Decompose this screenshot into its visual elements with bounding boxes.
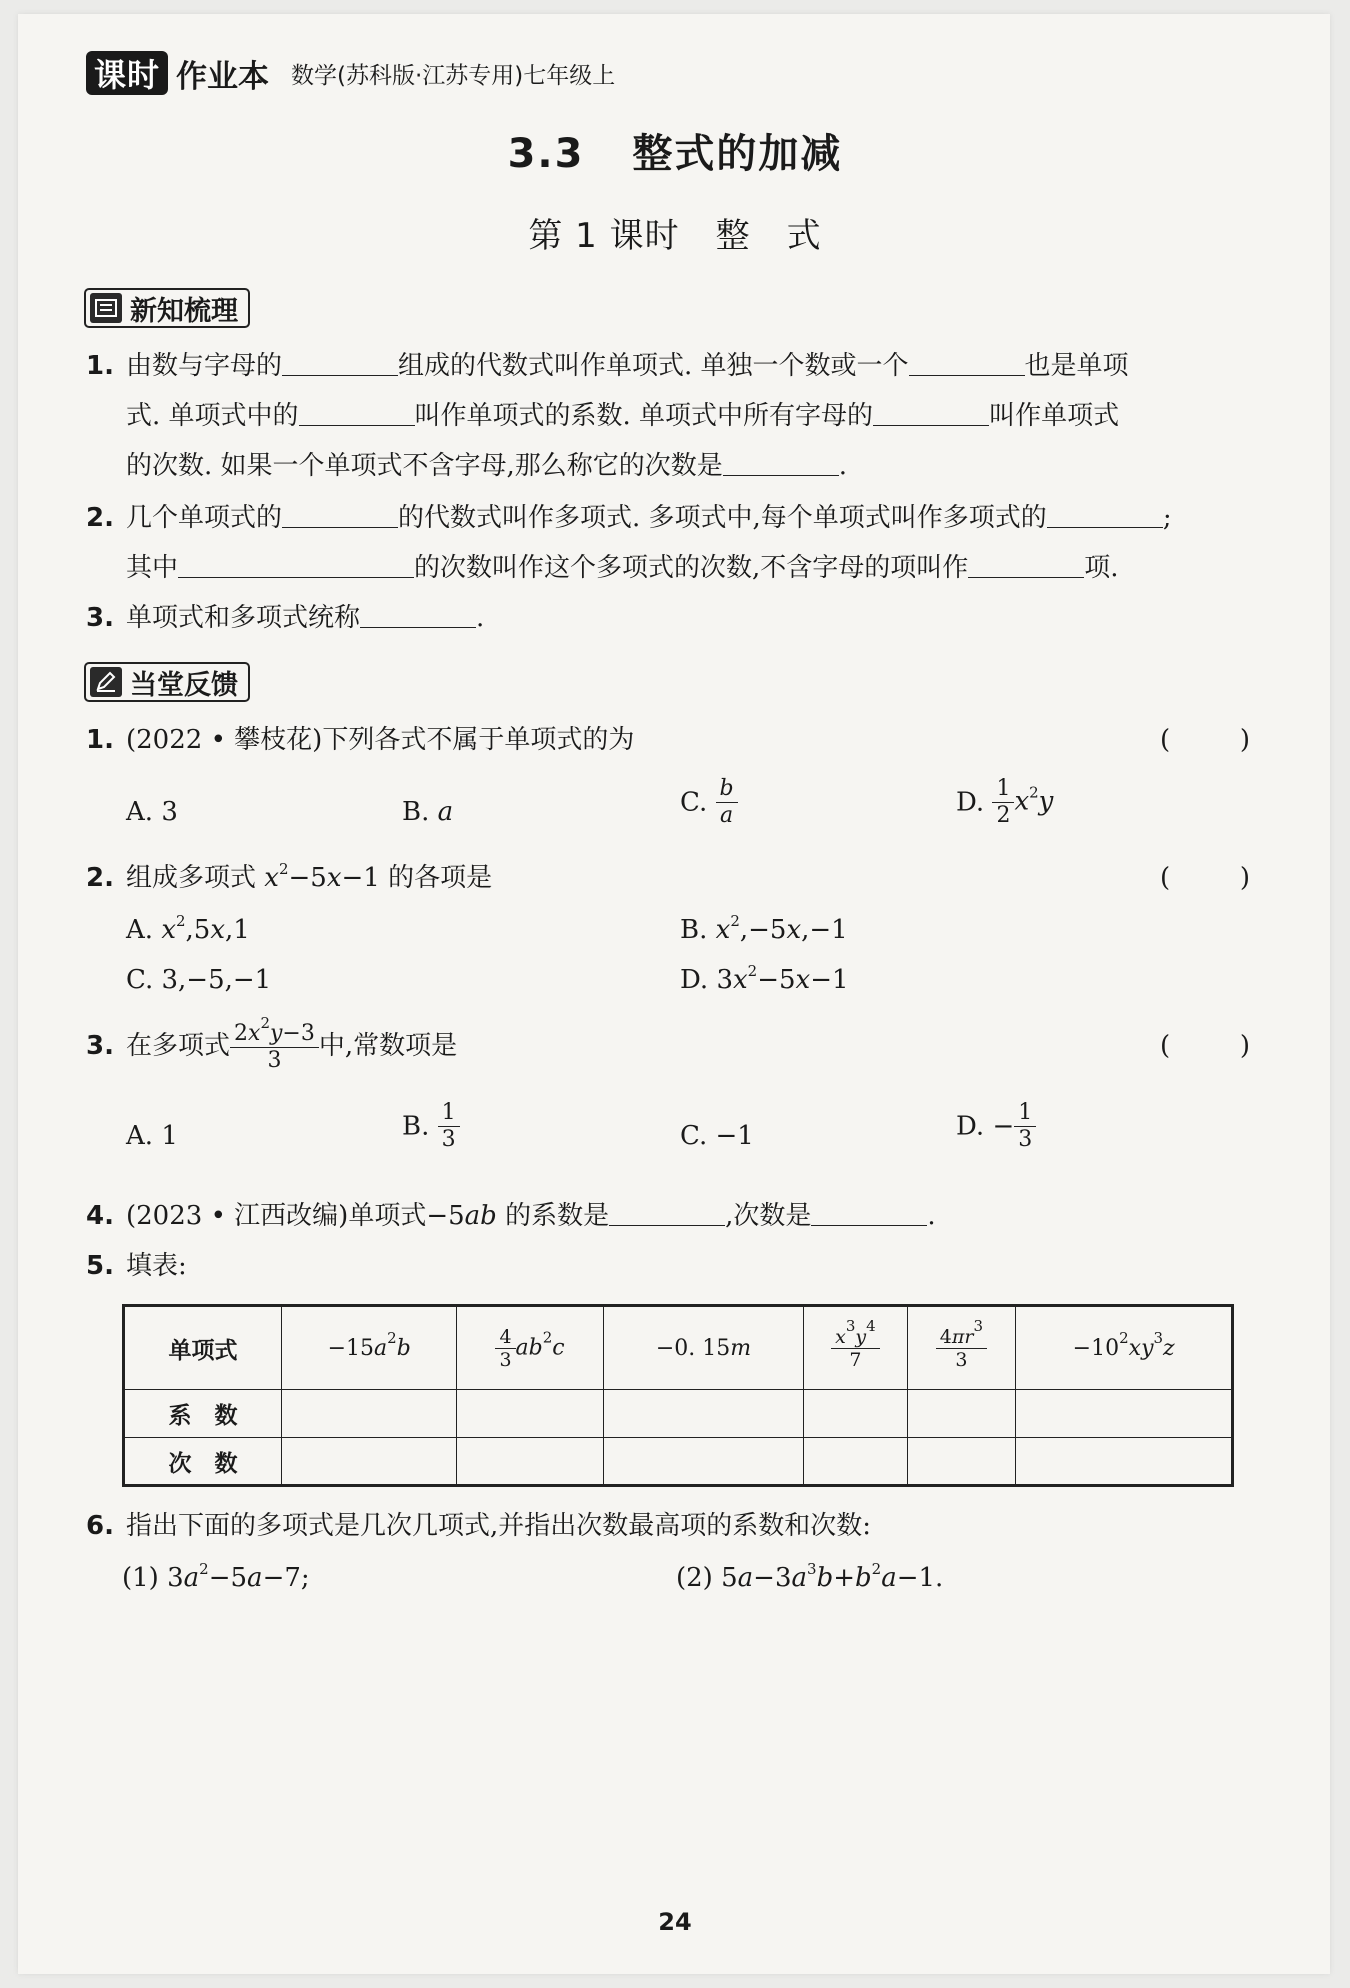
- table-cell: $-15a^2b$: [282, 1306, 457, 1390]
- page-number: 24: [658, 1908, 692, 1936]
- option-label: A.: [126, 1121, 154, 1151]
- knowledge-q3: [86, 600, 484, 636]
- option-label: A.: [126, 797, 154, 827]
- text: 单项式和多项式统称: [126, 603, 361, 633]
- q2-option-b[interactable]: B. $x^2,-5x,-1$: [680, 912, 848, 945]
- option-label: C.: [680, 787, 708, 818]
- option-label: C.: [680, 1121, 708, 1151]
- paren-close: ): [1239, 863, 1250, 893]
- question-number: 2.: [86, 863, 114, 893]
- denominator: 3: [267, 1047, 282, 1073]
- table-cell: $\frac{4\pi r^3}{3}$: [907, 1306, 1016, 1390]
- option-value: 3,−5,−1: [161, 965, 272, 995]
- text: (2022 • 攀枝花)下列各式不属于单项式的为: [126, 725, 635, 755]
- text: 的次数. 如果一个单项式不含字母,那么称它的次数是: [126, 451, 723, 481]
- answer-blank[interactable]: [1047, 500, 1163, 528]
- q3-option-a[interactable]: [126, 1118, 178, 1154]
- paren-close: ): [1239, 1031, 1250, 1061]
- table-cell: $\frac{x^3y^4}{7}$: [804, 1306, 907, 1390]
- feedback-q5: [86, 1248, 187, 1284]
- feedback-q3: [86, 1013, 458, 1076]
- minus-sign: −: [992, 1111, 1015, 1142]
- q2-option-d[interactable]: D. $3x^2-5x-1$: [680, 962, 849, 995]
- lesson-title: [0, 208, 1350, 257]
- denominator: 3: [441, 1127, 456, 1152]
- q1-option-a[interactable]: [126, 794, 178, 830]
- denominator: 3: [1018, 1127, 1033, 1152]
- part-label: (1): [122, 1563, 159, 1593]
- text: ;: [1162, 503, 1172, 533]
- answer-blank[interactable]: [609, 1198, 725, 1226]
- text: 式. 单项式中的: [126, 401, 299, 431]
- answer-blank[interactable]: [723, 448, 839, 476]
- text: 其中: [126, 553, 179, 583]
- knowledge-badge: [84, 288, 250, 328]
- text: 项.: [1084, 553, 1119, 583]
- numerator: 1: [992, 776, 1014, 803]
- answer-cell[interactable]: [282, 1438, 457, 1486]
- q2-option-c[interactable]: [126, 962, 271, 998]
- answer-blank[interactable]: [873, 398, 989, 426]
- row-header: 单项式: [124, 1306, 282, 1390]
- book-header: [86, 50, 615, 96]
- table-cell: $-10^2xy^3z$: [1016, 1306, 1233, 1390]
- answer-blank[interactable]: [299, 398, 415, 426]
- option-label: C.: [126, 965, 154, 995]
- numerator: $2x^2y-3$: [230, 1021, 319, 1048]
- polynomial-fraction: [230, 1013, 319, 1074]
- paren-close: ): [1239, 725, 1250, 755]
- text: 的代数式叫作多项式. 多项式中,每个单项式叫作多项式的: [398, 503, 1047, 533]
- text: .: [476, 603, 485, 633]
- q1-option-b[interactable]: [402, 794, 453, 830]
- feedback-q6: [86, 1508, 871, 1544]
- option-value: a: [437, 797, 454, 827]
- paren-open: (: [1160, 863, 1171, 893]
- knowledge-q1-line1: [86, 348, 1129, 384]
- knowledge-badge-label: 新知梳理: [130, 295, 238, 327]
- numerator: 1: [438, 1100, 460, 1127]
- fraction: [992, 776, 1014, 829]
- question-number: 3.: [86, 1031, 114, 1061]
- text: 也是单项: [1024, 351, 1129, 381]
- numerator: 1: [1014, 1100, 1036, 1127]
- feedback-badge: [84, 662, 250, 702]
- answer-blank[interactable]: [811, 1198, 927, 1226]
- answer-paren[interactable]: [1160, 860, 1250, 896]
- knowledge-q2-line2: [126, 550, 1119, 586]
- answer-cell[interactable]: [457, 1438, 603, 1486]
- q2-option-a[interactable]: A. $x^2,5x,1$: [126, 912, 250, 945]
- fraction: [716, 776, 738, 829]
- question-number: 5.: [86, 1251, 114, 1281]
- part-label: (2): [676, 1563, 713, 1593]
- text: .: [927, 1201, 936, 1231]
- book-tag: 课时: [86, 51, 168, 95]
- book-tag-suffix: 作业本: [176, 58, 270, 95]
- answer-blank[interactable]: [178, 550, 414, 578]
- option-value: −1: [715, 1121, 754, 1151]
- text: (2023 • 江西改编)单项式−5: [126, 1201, 465, 1231]
- answer-cell[interactable]: [1016, 1390, 1233, 1438]
- row-header: 系 数: [124, 1390, 282, 1438]
- q1-option-c[interactable]: [680, 776, 738, 829]
- book-subject: 数学(苏科版·江苏专用)七年级上: [291, 62, 616, 89]
- row-header: 次 数: [124, 1438, 282, 1486]
- answer-cell[interactable]: [603, 1438, 804, 1486]
- denominator: 2: [996, 803, 1011, 828]
- fraction: [1014, 1100, 1036, 1153]
- table-row: [124, 1438, 1233, 1486]
- option-value: 3: [161, 797, 178, 827]
- option-label: B.: [680, 915, 708, 945]
- q1-option-d[interactable]: [956, 776, 1053, 829]
- section-number: 3.3: [507, 131, 585, 177]
- text: 叫作单项式的系数. 单项式中所有字母的: [414, 401, 874, 431]
- answer-paren[interactable]: [1160, 1028, 1250, 1064]
- answer-cell[interactable]: [457, 1390, 603, 1438]
- table-row: [124, 1306, 1233, 1390]
- monomial-table: [122, 1304, 1234, 1487]
- section-title: [0, 122, 1350, 179]
- answer-paren[interactable]: [1160, 722, 1250, 758]
- section-name: 整式的加减: [632, 131, 843, 177]
- text: 由数与字母的: [126, 351, 283, 381]
- paren-open: (: [1160, 725, 1171, 755]
- paren-open: (: [1160, 1031, 1171, 1061]
- option-label: D.: [956, 787, 985, 818]
- answer-cell[interactable]: [907, 1438, 1016, 1486]
- option-label: B.: [402, 797, 430, 827]
- lesson-label: 第 1 课时: [528, 216, 680, 256]
- variable: x: [1014, 786, 1030, 817]
- question-number: 1.: [86, 351, 114, 381]
- option-label: D.: [956, 1111, 985, 1142]
- answer-blank[interactable]: [360, 600, 476, 628]
- text: 的次数叫作这个多项式的次数,不含字母的项叫作: [414, 553, 969, 583]
- table-row: [124, 1390, 1233, 1438]
- text: 填表:: [126, 1251, 187, 1281]
- q6-part-2: (2) $5a-3a^3b+b^2a-1$.: [676, 1560, 944, 1593]
- option-label: A.: [126, 915, 154, 945]
- variable: y: [1038, 786, 1054, 817]
- answer-cell[interactable]: [804, 1438, 907, 1486]
- feedback-q2: [86, 860, 492, 896]
- question-number: 1.: [86, 725, 114, 755]
- book-icon: [90, 293, 122, 323]
- answer-cell[interactable]: [282, 1390, 457, 1438]
- text: 组成的代数式叫作单项式. 单独一个数或一个: [398, 351, 909, 381]
- answer-cell[interactable]: [603, 1390, 804, 1438]
- feedback-badge-label: 当堂反馈: [130, 669, 238, 701]
- lesson-topic-b: 式: [786, 216, 822, 256]
- answer-blank[interactable]: [282, 348, 398, 376]
- option-label: D.: [680, 965, 709, 995]
- option-label: B.: [402, 1111, 430, 1142]
- feedback-q1: [86, 722, 634, 758]
- denominator: a: [719, 803, 734, 828]
- q3-option-d[interactable]: [956, 1100, 1036, 1153]
- text: 的各项是: [379, 863, 493, 893]
- lesson-topic-a: 整: [715, 216, 751, 256]
- pencil-icon: [90, 667, 122, 697]
- question-number: 2.: [86, 503, 114, 533]
- q3-option-b[interactable]: [402, 1100, 460, 1153]
- knowledge-q1-line3: [126, 448, 847, 484]
- answer-blank[interactable]: [909, 348, 1025, 376]
- question-number: 3.: [86, 603, 114, 633]
- text: ,次数是: [725, 1201, 812, 1231]
- q3-option-c[interactable]: [680, 1118, 754, 1154]
- polynomial: $x^2-5x-1$: [264, 860, 380, 893]
- fraction: [438, 1100, 460, 1153]
- table-cell: $\frac{4}{3}$ $ab^2c$: [457, 1306, 603, 1390]
- answer-blank[interactable]: [282, 500, 398, 528]
- feedback-q4: [86, 1198, 936, 1234]
- question-number: 4.: [86, 1201, 114, 1231]
- table-cell: −0. 15m: [603, 1306, 804, 1390]
- knowledge-q1-line2: [126, 398, 1119, 434]
- text: 的系数是: [496, 1201, 610, 1231]
- question-number: 6.: [86, 1511, 114, 1541]
- text: 中,常数项是: [318, 1031, 458, 1061]
- text: 指出下面的多项式是几次几项式,并指出次数最高项的系数和次数:: [126, 1511, 872, 1541]
- exponent: 2: [1029, 783, 1039, 802]
- text: 组成多项式: [126, 863, 265, 893]
- q6-part-1: (1) $3a^2-5a-7$;: [122, 1560, 310, 1593]
- answer-cell[interactable]: [907, 1390, 1016, 1438]
- text: .: [838, 451, 848, 481]
- text: 叫作单项式: [989, 401, 1120, 431]
- numerator: b: [716, 776, 738, 803]
- text: 几个单项式的: [126, 503, 283, 533]
- answer-cell[interactable]: [804, 1390, 907, 1438]
- variable: ab: [464, 1201, 497, 1231]
- answer-cell[interactable]: [1016, 1438, 1233, 1486]
- option-value: 1: [161, 1121, 178, 1151]
- text: 在多项式: [126, 1031, 231, 1061]
- knowledge-q2-line1: [86, 500, 1172, 536]
- answer-blank[interactable]: [968, 550, 1084, 578]
